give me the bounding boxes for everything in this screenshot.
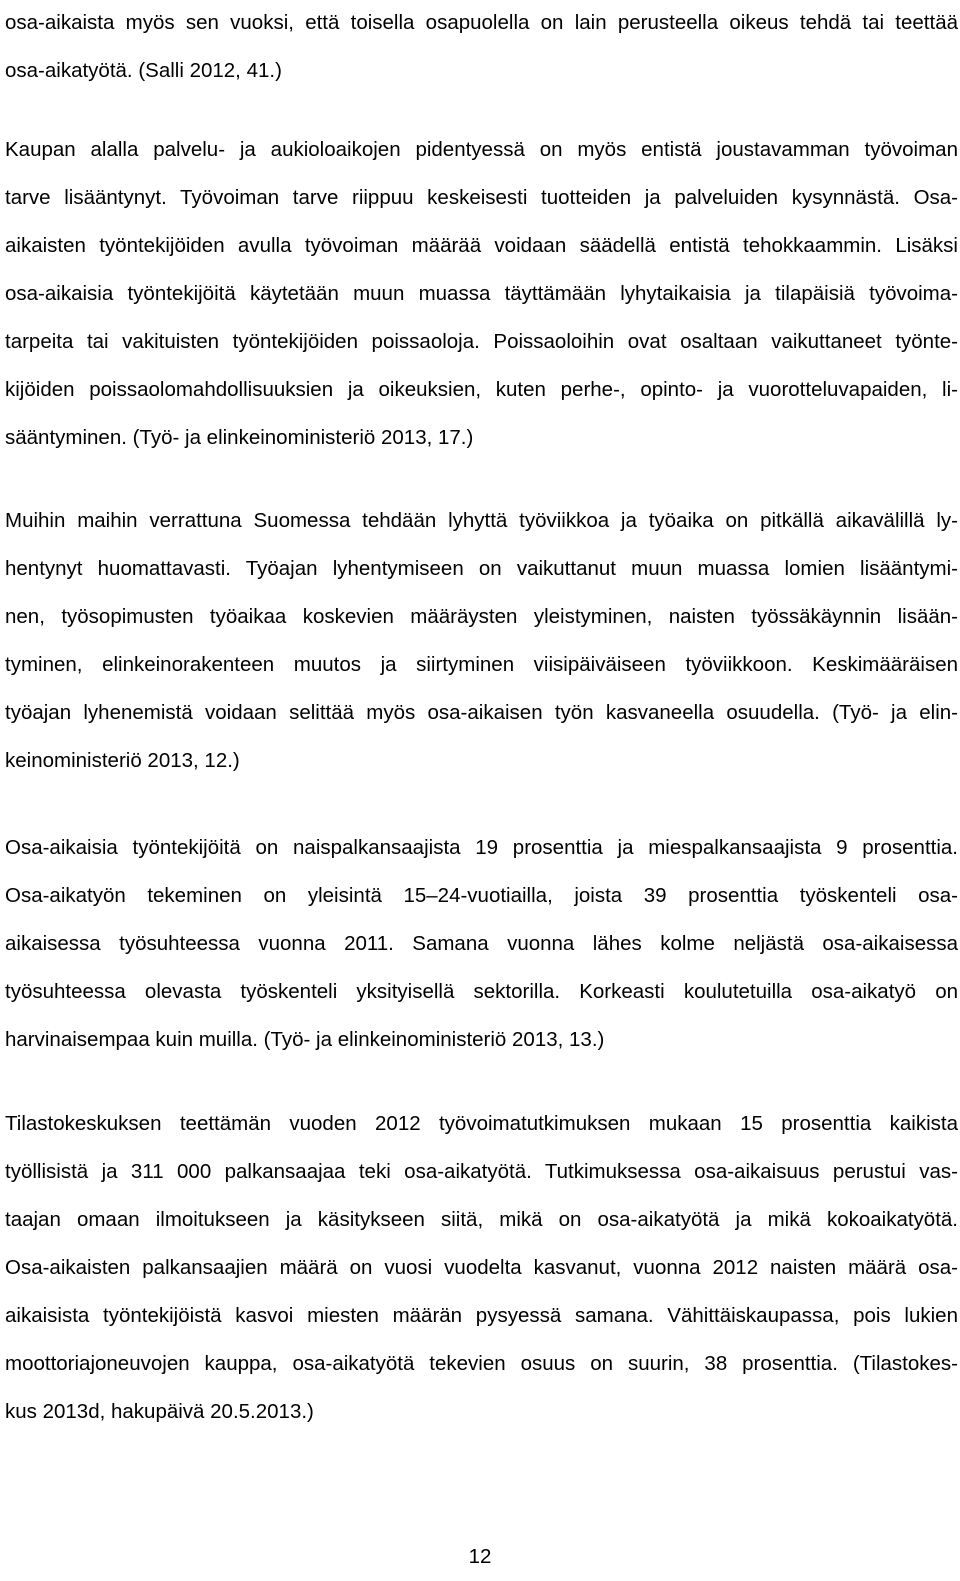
text-line: Osa-aikatyön tekeminen on yleisintä 15–24-vuotiailla, joista 39 prosenttia työskenteli osa- xyxy=(5,884,958,907)
text-line: Tilastokeskuksen teettämän vuoden 2012 työvoimatutkimuksen mukaan 15 prosenttia kaikista xyxy=(5,1112,958,1135)
text-line: Muihin maihin verrattuna Suomessa tehdään lyhyttä työviikkoa ja työaika on pitkällä aikavälillä ly- xyxy=(5,509,958,532)
text-line: Osa-aikaisten palkansaajien määrä on vuosi vuodelta kasvanut, vuonna 2012 naisten määrä osa- xyxy=(5,1256,958,1279)
text-line: aikaisten työntekijöiden avulla työvoiman määrää voidaan säädellä entistä tehokkaammin. Lisäksi xyxy=(5,234,958,257)
text-line: tarpeita tai vakituisten työntekijöiden poissaoloja. Poissaoloihin ovat osaltaan vaikuttaneet työnte- xyxy=(5,330,958,353)
text-line: sääntyminen. (Työ- ja elinkeinoministeriö 2013, 17.) xyxy=(5,426,474,449)
text-line: kus 2013d, hakupäivä 20.5.2013.) xyxy=(5,1400,314,1423)
page-number: 12 xyxy=(468,1545,492,1568)
paragraph xyxy=(5,497,958,785)
text-line: kijöiden poissaolomahdollisuuksien ja oikeuksien, kuten perhe-, opinto- ja vuorotteluvapaiden, li- xyxy=(5,378,958,401)
paragraph xyxy=(5,126,958,462)
text-line: harvinaisempaa kuin muilla. (Työ- ja elinkeinoministeriö 2013, 13.) xyxy=(5,1028,605,1051)
text-line: työllisistä ja 311 000 palkansaajaa teki osa-aikatyötä. Tutkimuksessa osa-aikaisuus perustui vas- xyxy=(5,1160,958,1183)
text-line: hentynyt huomattavasti. Työajan lyhentymiseen on vaikuttanut muun muassa lomien lisääntymi- xyxy=(5,557,958,580)
text-line: osa-aikatyötä. (Salli 2012, 41.) xyxy=(5,59,282,82)
text-line: Osa-aikaisia työntekijöitä on naispalkansaajista 19 prosenttia ja miespalkansaajista 9 prosenttia. xyxy=(5,836,958,859)
paragraph xyxy=(5,1100,958,1436)
paragraph xyxy=(5,0,958,95)
paragraph xyxy=(5,824,958,1064)
text-line: Kaupan alalla palvelu- ja aukioloaikojen pidentyessä on myös entistä joustavamman työvoiman xyxy=(5,138,958,161)
text-line: aikaisessa työsuhteessa vuonna 2011. Samana vuonna lähes kolme neljästä osa-aikaisessa xyxy=(5,932,958,955)
text-line: moottoriajoneuvojen kauppa, osa-aikatyötä tekevien osuus on suurin, 38 prosenttia. (Tilastokes- xyxy=(5,1352,958,1375)
text-line: nen, työsopimusten työaikaa koskevien määräysten yleistyminen, naisten työssäkäynnin lisään- xyxy=(5,605,958,628)
text-line: tyminen, elinkeinorakenteen muutos ja siirtyminen viisipäiväiseen työviikkoon. Keskimääräisen xyxy=(5,653,958,676)
text-line: keinoministeriö 2013, 12.) xyxy=(5,749,240,772)
text-line: aikaisista työntekijöistä kasvoi miesten määrän pysyessä samana. Vähittäiskaupassa, pois lukien xyxy=(5,1304,958,1327)
text-line: työajan lyhenemistä voidaan selittää myös osa-aikaisen työn kasvaneella osuudella. (Työ- ja elin- xyxy=(5,701,958,724)
text-line: tarve lisääntynyt. Työvoiman tarve riippuu keskeisesti tuotteiden ja palveluiden kysynnästä. Osa- xyxy=(5,186,958,209)
text-line: osa-aikaisia työntekijöitä käytetään muun muassa täyttämään lyhytaikaisia ja tilapäisiä työvoima- xyxy=(5,282,958,305)
text-line: osa-aikaista myös sen vuoksi, että toisella osapuolella on lain perusteella oikeus tehdä tai teettää xyxy=(5,11,958,34)
text-line: työsuhteessa olevasta työskenteli yksityisellä sektorilla. Korkeasti koulutetuilla osa-aikatyö on xyxy=(5,980,958,1003)
text-line: taajan omaan ilmoitukseen ja käsitykseen siitä, mikä on osa-aikatyötä ja mikä kokoaikatyötä. xyxy=(5,1208,958,1231)
